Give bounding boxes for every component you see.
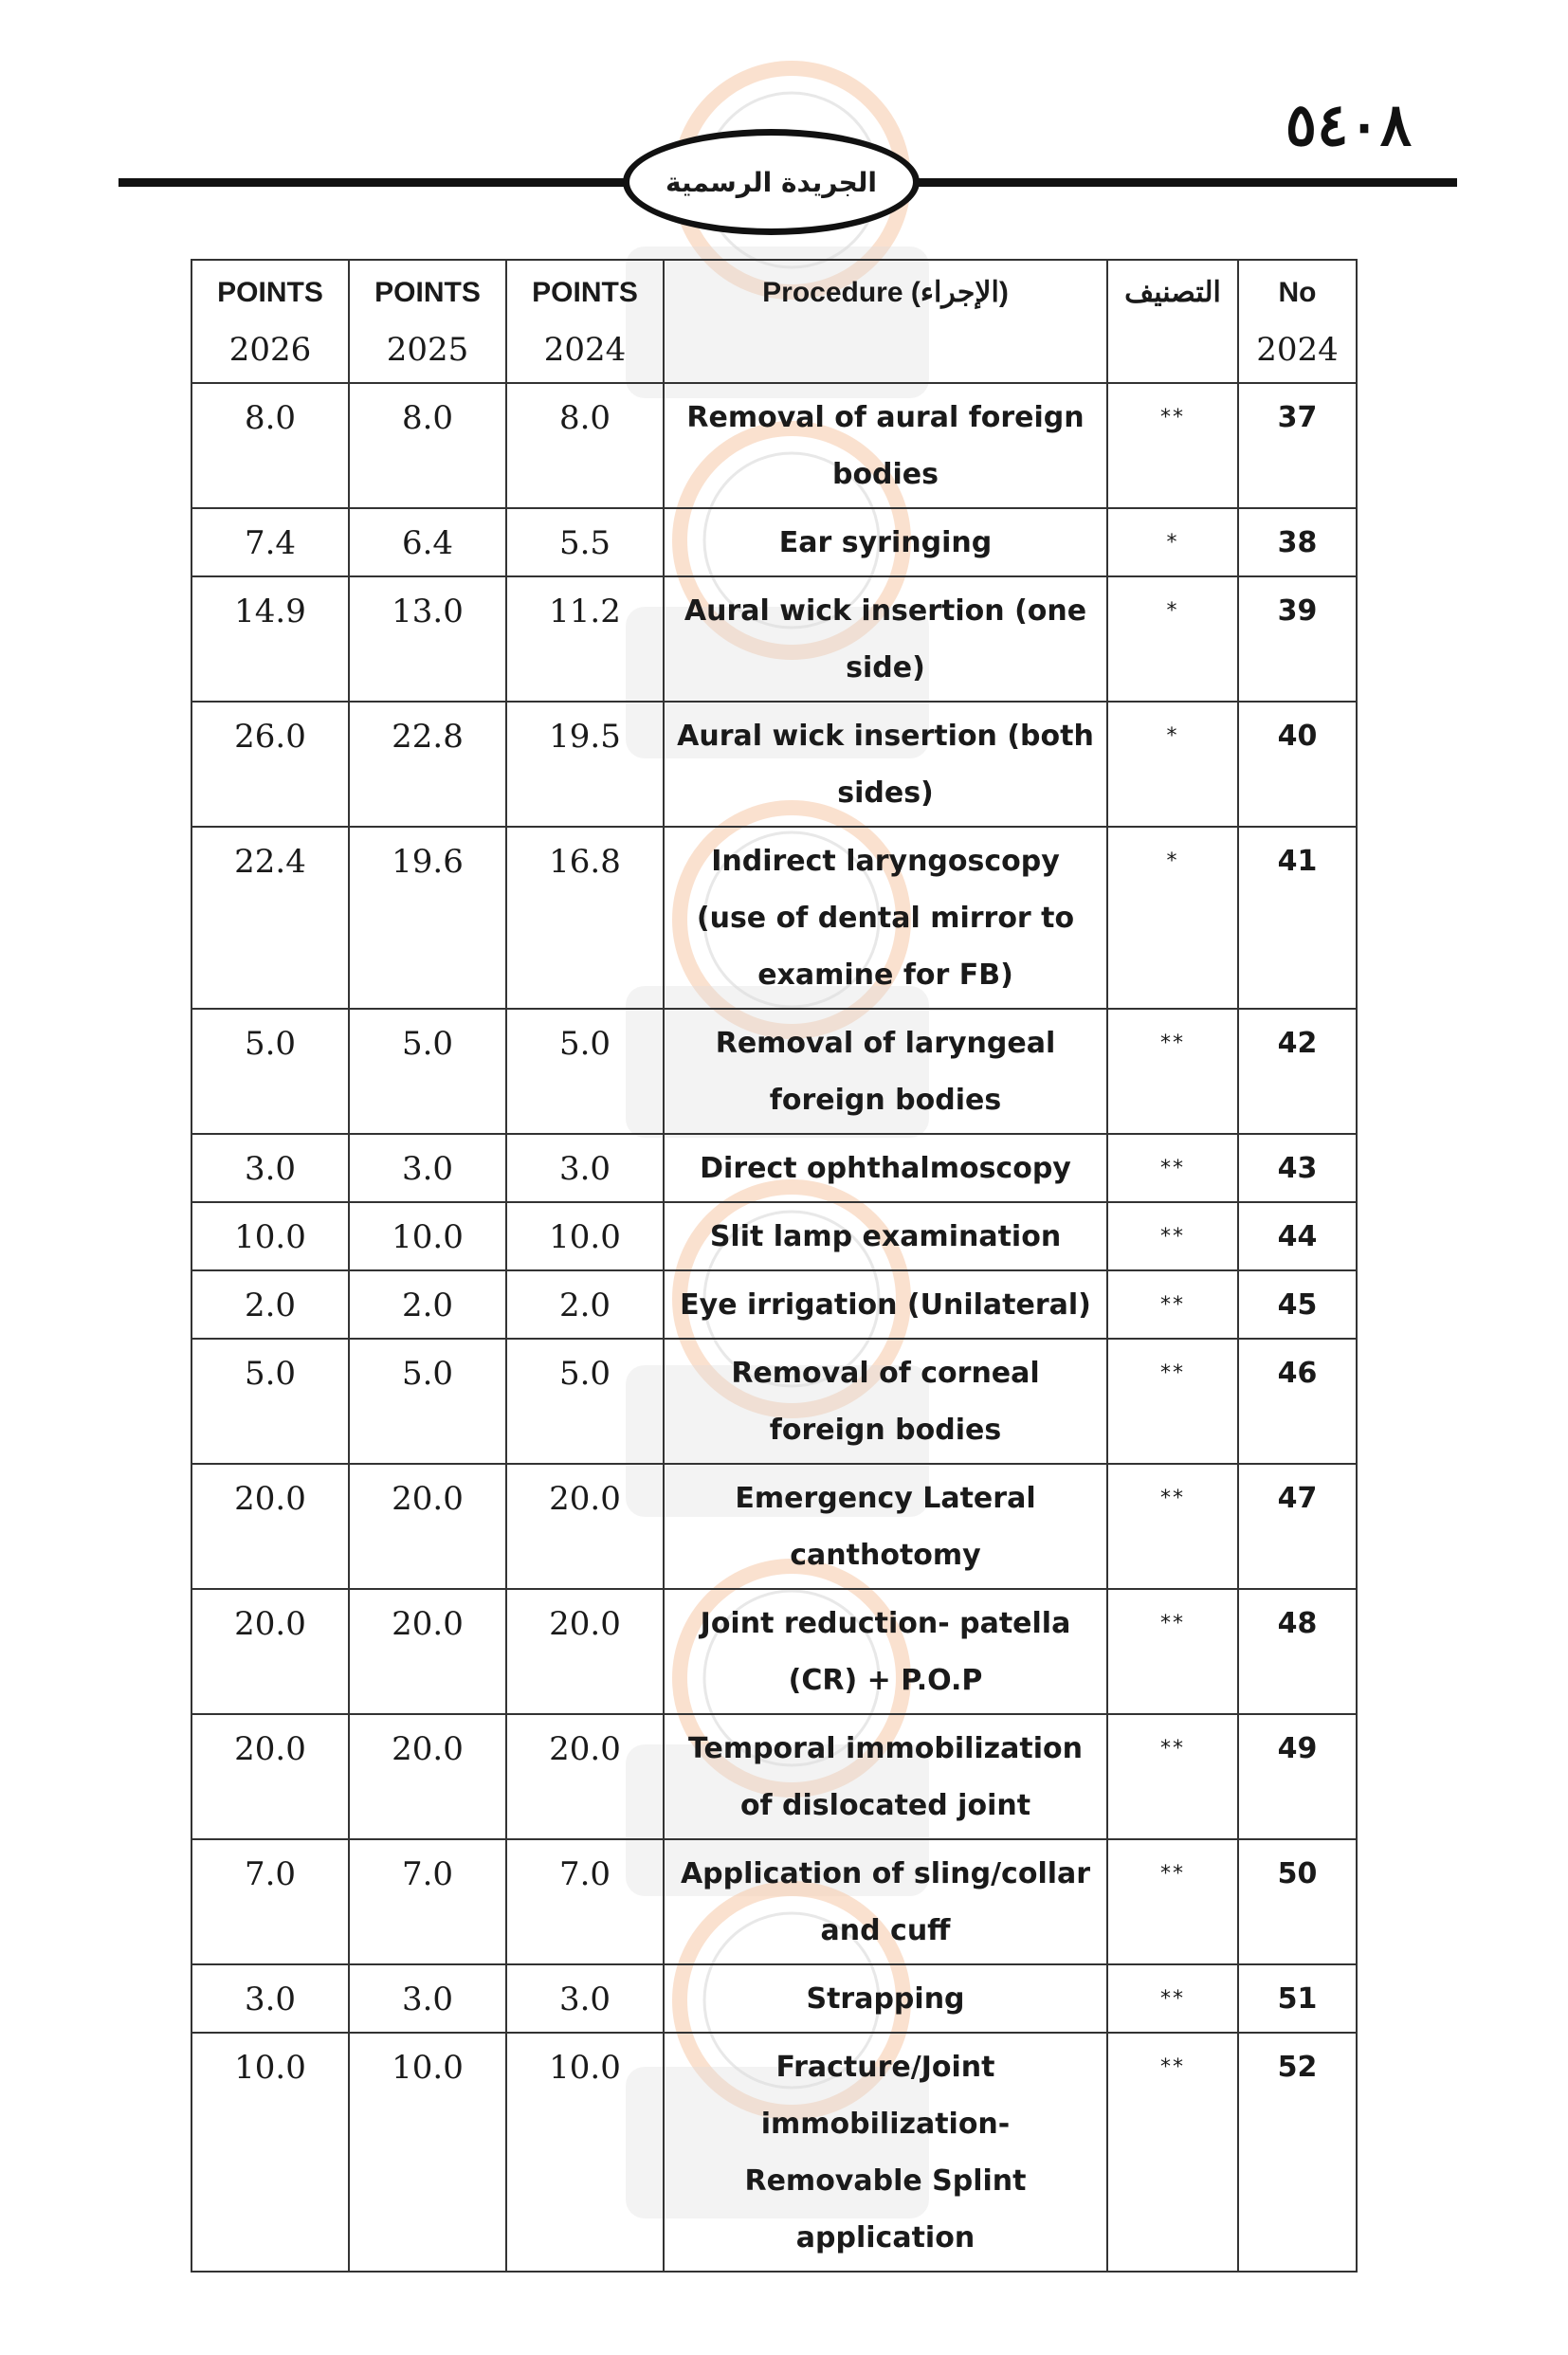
table-row <box>191 702 1357 827</box>
cell-classification: ** <box>1107 1464 1238 1589</box>
cell-classification: ** <box>1107 1339 1238 1464</box>
table-row <box>191 1839 1357 1964</box>
cell-procedure: Fracture/Joint immobilization- Removable Splint application <box>664 2033 1107 2272</box>
cell-classification: * <box>1107 702 1238 827</box>
cell-procedure: Eye irrigation (Unilateral) <box>664 1270 1107 1339</box>
cell-no: 47 <box>1238 1464 1357 1589</box>
cell-procedure: Slit lamp examination <box>664 1202 1107 1270</box>
cell-classification: ** <box>1107 1009 1238 1134</box>
cell-procedure: Indirect laryngoscopy (use of dental mirror to examine for FB) <box>664 827 1107 1009</box>
cell-points-2026: 22.4 <box>191 827 349 1009</box>
cell-no: 49 <box>1238 1714 1357 1839</box>
cell-points-2026: 5.0 <box>191 1009 349 1134</box>
cell-points-2025: 7.0 <box>349 1839 506 1964</box>
cell-procedure: Removal of aural foreign bodies <box>664 383 1107 508</box>
cell-procedure: Application of sling/collar and cuff <box>664 1839 1107 1964</box>
cell-points-2025: 10.0 <box>349 1202 506 1270</box>
cell-points-2024: 10.0 <box>506 1202 664 1270</box>
table-row <box>191 1714 1357 1839</box>
cell-points-2026: 20.0 <box>191 1589 349 1714</box>
cell-points-2024: 7.0 <box>506 1839 664 1964</box>
table-row <box>191 383 1357 508</box>
table-row <box>191 1464 1357 1589</box>
cell-points-2025: 22.8 <box>349 702 506 827</box>
cell-procedure: Aural wick insertion (both sides) <box>664 702 1107 827</box>
table-row <box>191 2033 1357 2272</box>
cell-points-2024: 16.8 <box>506 827 664 1009</box>
table-row <box>191 1009 1357 1134</box>
cell-points-2024: 20.0 <box>506 1464 664 1589</box>
cell-points-2025: 3.0 <box>349 1134 506 1202</box>
cell-points-2025: 20.0 <box>349 1714 506 1839</box>
cell-classification: ** <box>1107 1839 1238 1964</box>
cell-points-2024: 3.0 <box>506 1964 664 2033</box>
header-points-2026: POINTS 2026 <box>191 260 349 383</box>
cell-points-2026: 2.0 <box>191 1270 349 1339</box>
cell-points-2024: 2.0 <box>506 1270 664 1339</box>
header-points-2024: POINTS 2024 <box>506 260 664 383</box>
cell-no: 40 <box>1238 702 1357 827</box>
table-row <box>191 827 1357 1009</box>
cell-points-2026: 14.9 <box>191 576 349 702</box>
cell-classification: ** <box>1107 1202 1238 1270</box>
table-row <box>191 576 1357 702</box>
cell-points-2024: 20.0 <box>506 1589 664 1714</box>
cell-procedure: Aural wick insertion (one side) <box>664 576 1107 702</box>
header-classification: التصنيف <box>1107 260 1238 383</box>
cell-points-2024: 5.0 <box>506 1339 664 1464</box>
cell-points-2025: 2.0 <box>349 1270 506 1339</box>
cell-points-2026: 20.0 <box>191 1714 349 1839</box>
cell-classification: ** <box>1107 1270 1238 1339</box>
cell-points-2024: 5.5 <box>506 508 664 576</box>
cell-points-2024: 8.0 <box>506 383 664 508</box>
cell-no: 51 <box>1238 1964 1357 2033</box>
cell-classification: * <box>1107 827 1238 1009</box>
cell-points-2026: 8.0 <box>191 383 349 508</box>
cell-points-2025: 13.0 <box>349 576 506 702</box>
cell-points-2026: 7.4 <box>191 508 349 576</box>
cell-points-2025: 10.0 <box>349 2033 506 2272</box>
cell-points-2026: 5.0 <box>191 1339 349 1464</box>
cell-points-2026: 10.0 <box>191 2033 349 2272</box>
cell-procedure: Strapping <box>664 1964 1107 2033</box>
cell-procedure: Direct ophthalmoscopy <box>664 1134 1107 1202</box>
header-oval <box>623 129 920 235</box>
cell-procedure: Ear syringing <box>664 508 1107 576</box>
table-row <box>191 1270 1357 1339</box>
cell-procedure: Temporal immobilization of dislocated joint <box>664 1714 1107 1839</box>
table-header-row <box>191 260 1357 383</box>
cell-procedure: Joint reduction- patella (CR) + P.O.P <box>664 1589 1107 1714</box>
cell-classification: * <box>1107 508 1238 576</box>
table-row <box>191 508 1357 576</box>
page-number: ٥٤٠٨ <box>1285 90 1412 159</box>
cell-classification: * <box>1107 576 1238 702</box>
cell-points-2024: 10.0 <box>506 2033 664 2272</box>
cell-points-2024: 20.0 <box>506 1714 664 1839</box>
table-row <box>191 1134 1357 1202</box>
cell-procedure: Emergency Lateral canthotomy <box>664 1464 1107 1589</box>
table-row <box>191 1964 1357 2033</box>
table-row <box>191 1339 1357 1464</box>
cell-no: 50 <box>1238 1839 1357 1964</box>
cell-points-2025: 5.0 <box>349 1339 506 1464</box>
table-row <box>191 1589 1357 1714</box>
cell-classification: ** <box>1107 383 1238 508</box>
cell-classification: ** <box>1107 2033 1238 2272</box>
table-row <box>191 1202 1357 1270</box>
cell-points-2026: 3.0 <box>191 1134 349 1202</box>
header-points-2025: POINTS 2025 <box>349 260 506 383</box>
cell-points-2025: 6.4 <box>349 508 506 576</box>
cell-points-2024: 19.5 <box>506 702 664 827</box>
cell-points-2025: 3.0 <box>349 1964 506 2033</box>
cell-procedure: Removal of laryngeal foreign bodies <box>664 1009 1107 1134</box>
cell-classification: ** <box>1107 1134 1238 1202</box>
header-procedure: Procedure (الإجراء) <box>664 260 1107 383</box>
cell-procedure: Removal of corneal foreign bodies <box>664 1339 1107 1464</box>
cell-points-2026: 10.0 <box>191 1202 349 1270</box>
header-title: الجريدة الرسمية <box>665 166 877 198</box>
cell-no: 52 <box>1238 2033 1357 2272</box>
cell-points-2025: 8.0 <box>349 383 506 508</box>
cell-no: 37 <box>1238 383 1357 508</box>
cell-points-2025: 20.0 <box>349 1464 506 1589</box>
cell-classification: ** <box>1107 1964 1238 2033</box>
cell-points-2026: 20.0 <box>191 1464 349 1589</box>
cell-no: 38 <box>1238 508 1357 576</box>
cell-points-2025: 20.0 <box>349 1589 506 1714</box>
cell-classification: ** <box>1107 1589 1238 1714</box>
cell-points-2024: 11.2 <box>506 576 664 702</box>
cell-points-2026: 26.0 <box>191 702 349 827</box>
cell-points-2024: 5.0 <box>506 1009 664 1134</box>
cell-no: 43 <box>1238 1134 1357 1202</box>
cell-no: 46 <box>1238 1339 1357 1464</box>
cell-no: 41 <box>1238 827 1357 1009</box>
cell-no: 48 <box>1238 1589 1357 1714</box>
cell-classification: ** <box>1107 1714 1238 1839</box>
procedures-table <box>191 259 1358 2273</box>
cell-points-2026: 3.0 <box>191 1964 349 2033</box>
header-no: No 2024 <box>1238 260 1357 383</box>
cell-no: 45 <box>1238 1270 1357 1339</box>
cell-no: 42 <box>1238 1009 1357 1134</box>
cell-points-2025: 5.0 <box>349 1009 506 1134</box>
cell-points-2025: 19.6 <box>349 827 506 1009</box>
cell-no: 39 <box>1238 576 1357 702</box>
cell-points-2026: 7.0 <box>191 1839 349 1964</box>
cell-points-2024: 3.0 <box>506 1134 664 1202</box>
cell-no: 44 <box>1238 1202 1357 1270</box>
